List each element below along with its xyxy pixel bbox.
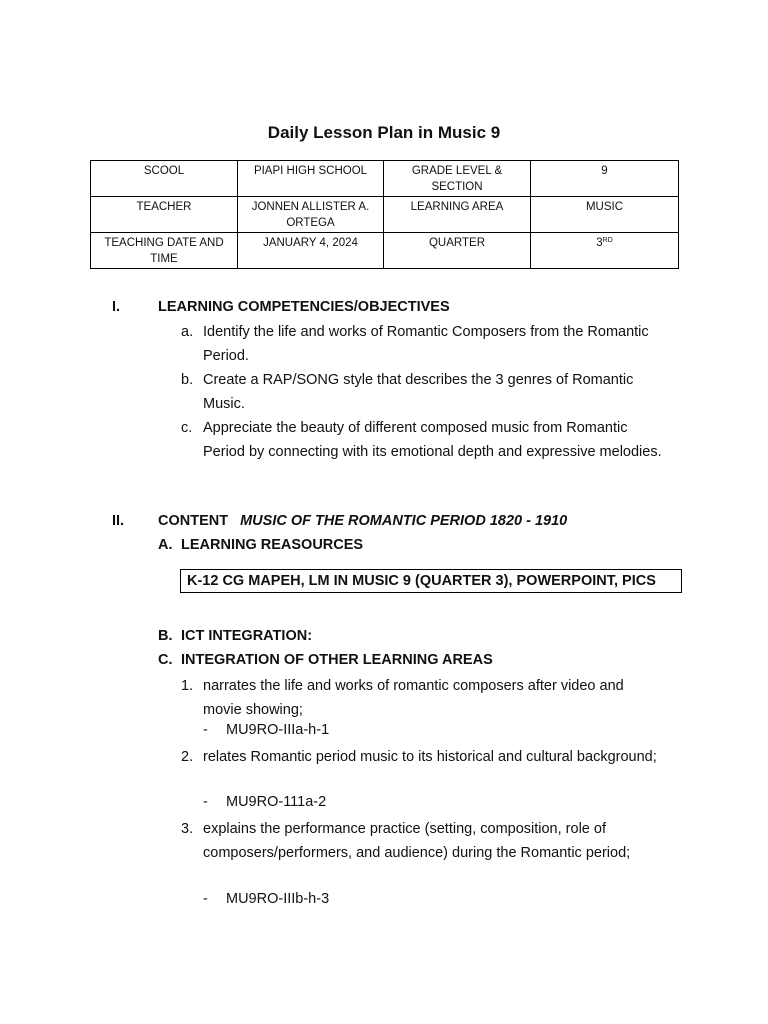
table-cell-value: JANUARY 4, 2024 bbox=[238, 233, 384, 269]
ict-integration-heading bbox=[158, 628, 312, 644]
list-marker: a. bbox=[181, 324, 194, 340]
competency-code bbox=[203, 794, 326, 810]
info-table bbox=[90, 160, 679, 269]
dash-marker: - bbox=[203, 722, 208, 738]
section-2-heading bbox=[158, 513, 567, 529]
competency-code bbox=[203, 891, 329, 907]
quarter-number: 3 bbox=[596, 237, 603, 249]
integration-heading bbox=[158, 652, 493, 668]
table-row bbox=[91, 233, 679, 269]
list-text: Create a RAP/SONG style that describes the 3 genres of Romantic Music. bbox=[203, 372, 634, 412]
sub-label: ICT INTEGRATION: bbox=[181, 628, 313, 644]
list-marker: 3. bbox=[181, 821, 194, 837]
list-marker: c. bbox=[181, 420, 193, 436]
table-cell-value: 9 bbox=[531, 161, 679, 197]
table-cell-label: SCOOL bbox=[91, 161, 238, 197]
sub-label: INTEGRATION OF OTHER LEARNING AREAS bbox=[181, 652, 493, 668]
dash-marker: - bbox=[203, 794, 208, 810]
code-text: MU9RO-IIIb-h-3 bbox=[226, 891, 330, 907]
list-text: Appreciate the beauty of different composed music from Romantic Period by connecting with its emotional depth and expressive melodies. bbox=[203, 420, 662, 460]
sub-marker: B. bbox=[158, 628, 173, 644]
quarter-suffix: RD bbox=[602, 237, 613, 244]
list-marker: 1. bbox=[181, 678, 194, 694]
competency-code bbox=[203, 722, 329, 738]
dash-marker: - bbox=[203, 891, 208, 907]
table-cell-label: QUARTER bbox=[384, 233, 531, 269]
section-1-number: I. bbox=[112, 299, 121, 315]
sub-marker: A. bbox=[158, 537, 173, 553]
table-cell-label: TEACHING DATE AND TIME bbox=[91, 233, 238, 269]
table-cell-value: MUSIC bbox=[531, 197, 679, 233]
table-row bbox=[91, 161, 679, 197]
section-2-number: II. bbox=[112, 513, 125, 529]
section-1-heading: LEARNING COMPETENCIES/OBJECTIVES bbox=[158, 299, 450, 315]
list-marker: 2. bbox=[181, 749, 194, 765]
table-row bbox=[91, 197, 679, 233]
list-marker: b. bbox=[181, 372, 194, 388]
code-text: MU9RO-IIIa-h-1 bbox=[226, 722, 330, 738]
code-text: MU9RO-111a-2 bbox=[226, 794, 327, 810]
list-text: relates Romantic period music to its historical and cultural background; bbox=[203, 749, 657, 765]
learning-resources-box: K-12 CG MAPEH, LM IN MUSIC 9 (QUARTER 3), POWERPOINT, PICS bbox=[180, 569, 682, 593]
list-text: explains the performance practice (setting, composition, role of composers/performers, and audience) during the Romantic period; bbox=[203, 821, 631, 861]
learning-resources-heading bbox=[158, 537, 363, 553]
table-cell-value bbox=[531, 233, 679, 269]
table-cell-label: LEARNING AREA bbox=[384, 197, 531, 233]
list-text: Identify the life and works of Romantic Composers from the Romantic Period. bbox=[203, 324, 649, 364]
sub-label: LEARNING REASOURCES bbox=[181, 537, 364, 553]
table-cell-label: GRADE LEVEL & SECTION bbox=[384, 161, 531, 197]
content-label: CONTENT bbox=[158, 513, 229, 529]
table-cell-value: PIAPI HIGH SCHOOL bbox=[238, 161, 384, 197]
list-text: narrates the life and works of romantic composers after video and movie showing; bbox=[203, 678, 624, 718]
sub-marker: C. bbox=[158, 652, 173, 668]
page-title: Daily Lesson Plan in Music 9 bbox=[267, 123, 501, 142]
table-cell-value: JONNEN ALLISTER A. ORTEGA bbox=[238, 197, 384, 233]
table-cell-label: TEACHER bbox=[91, 197, 238, 233]
content-topic: MUSIC OF THE ROMANTIC PERIOD 1820 - 1910 bbox=[240, 513, 568, 529]
